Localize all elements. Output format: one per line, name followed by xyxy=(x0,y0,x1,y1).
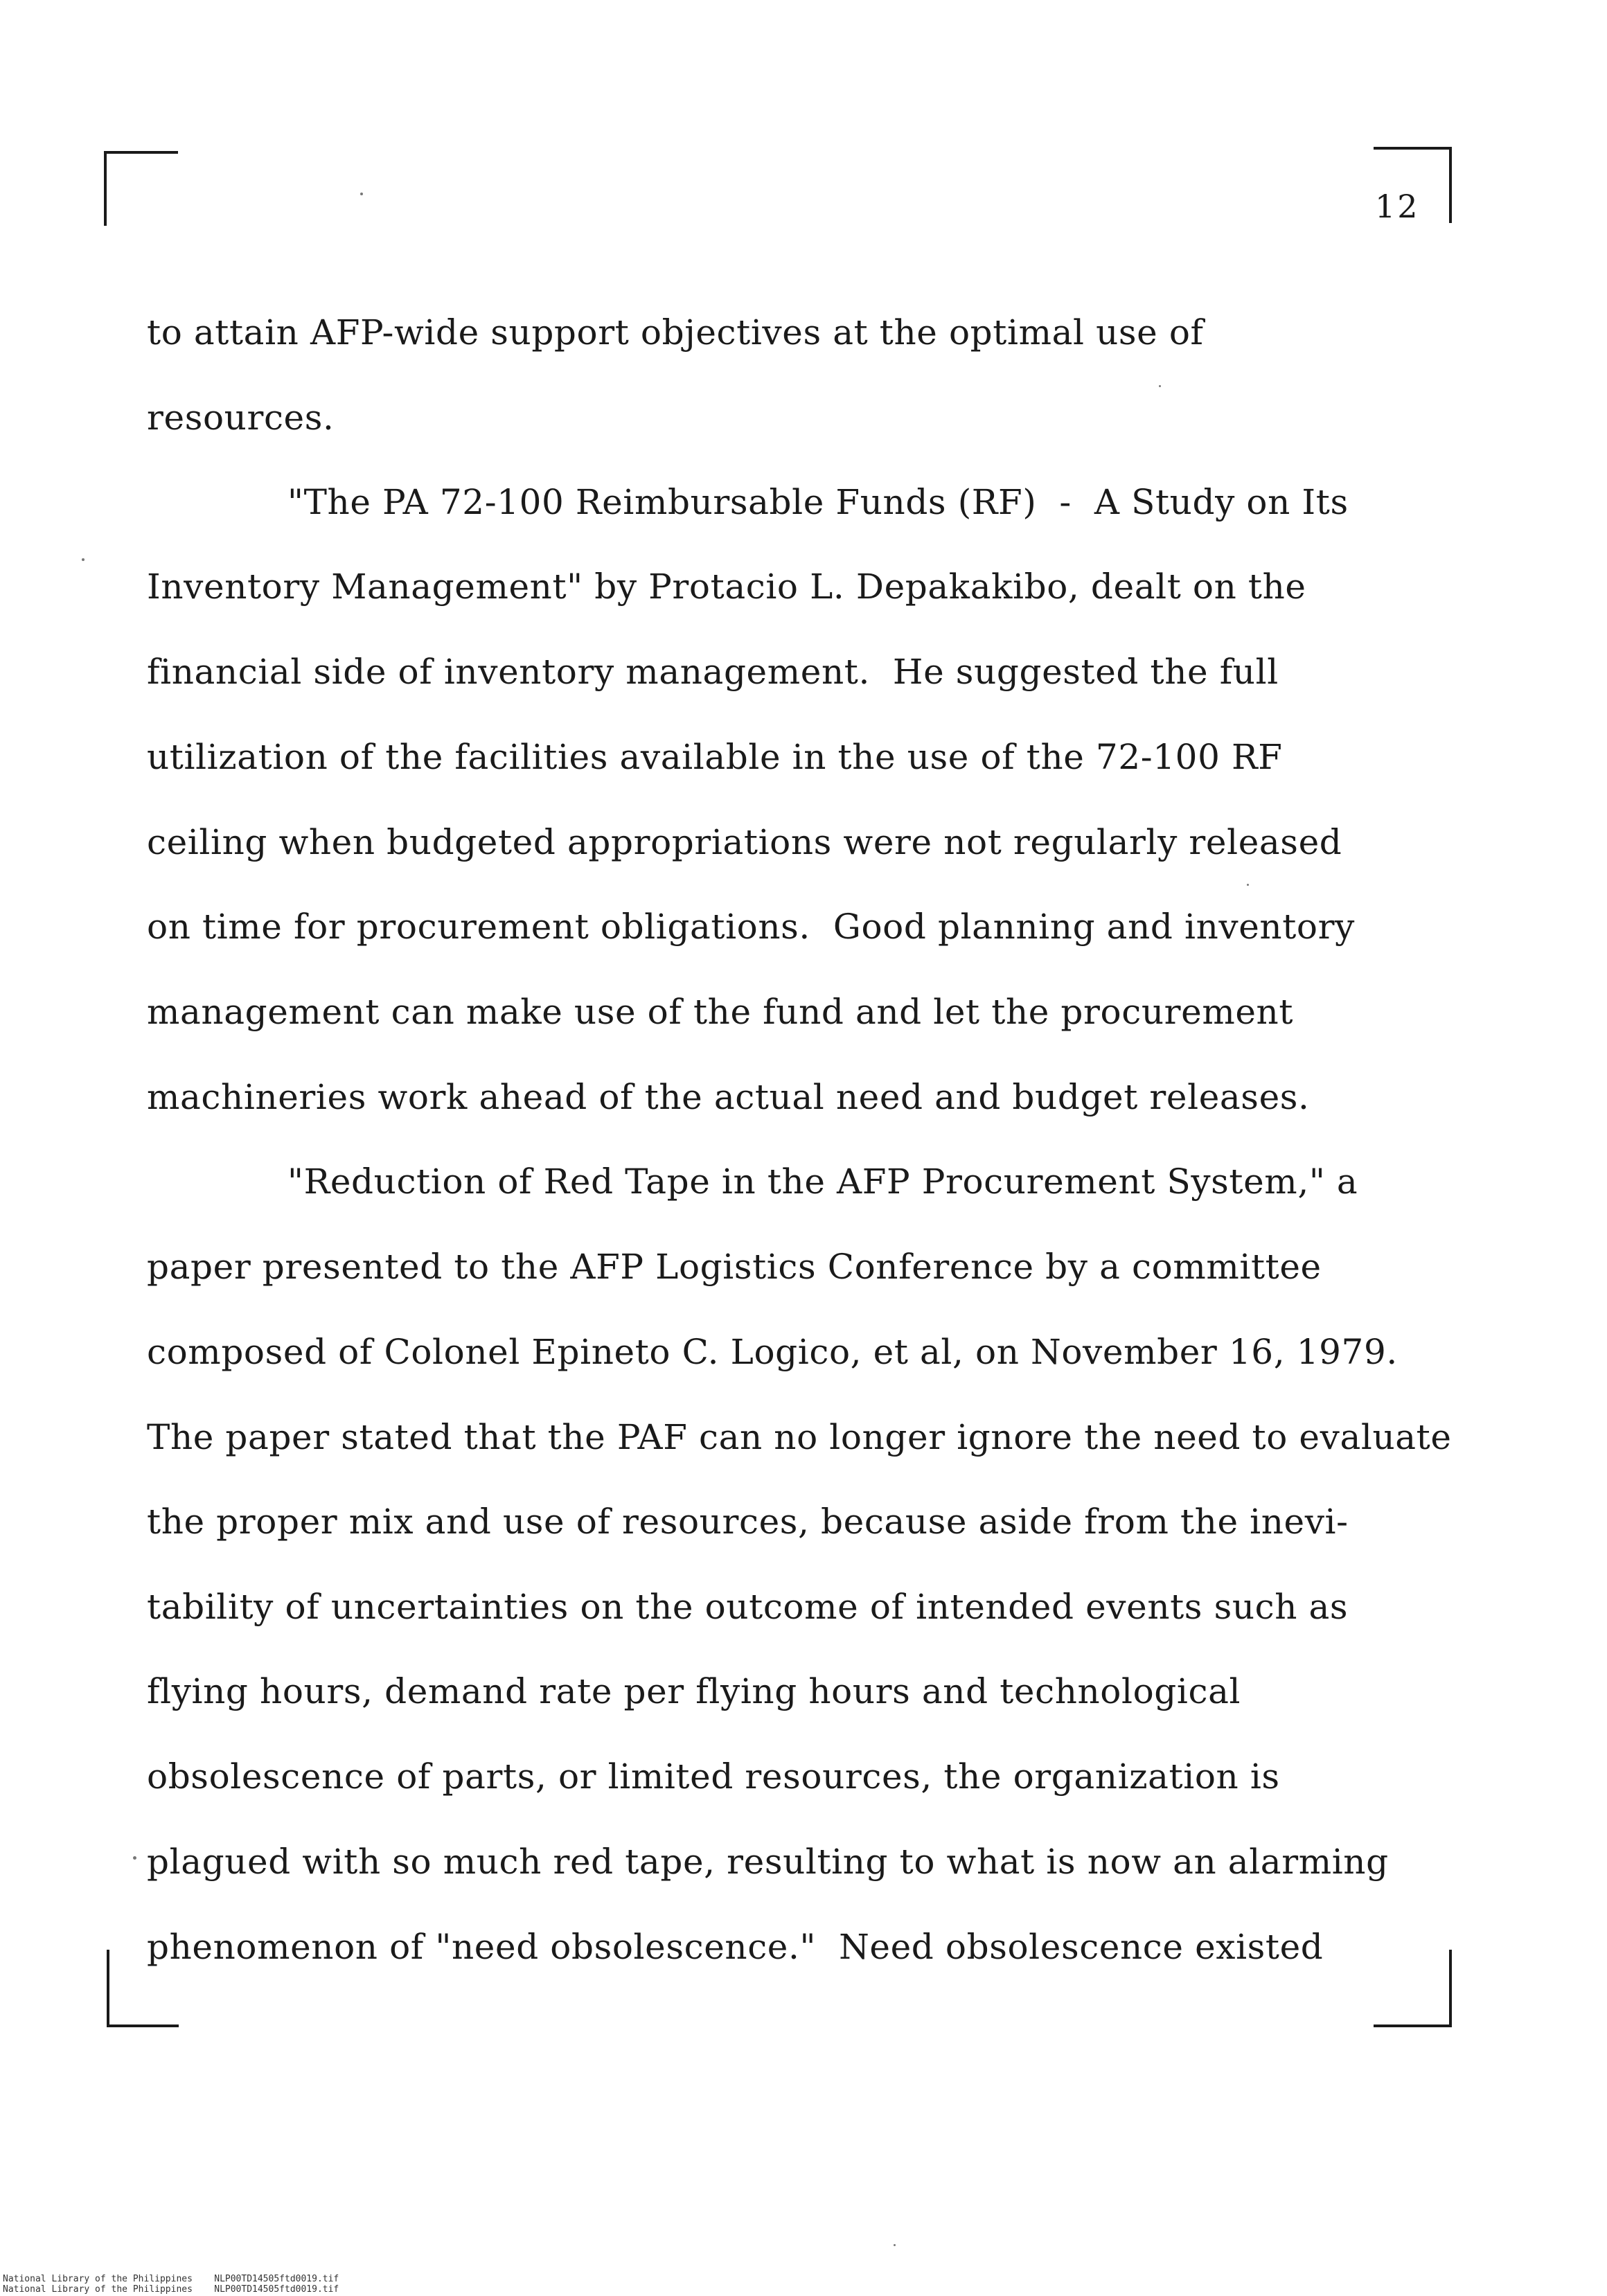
text-line: The paper stated that the PAF can no longer ignore the need to evaluate xyxy=(147,1417,1452,1457)
text-line: ceiling when budgeted appropriations were not regularly released xyxy=(147,822,1342,862)
text-line: flying hours, demand rate per flying hours and technological xyxy=(147,1671,1241,1711)
text-line: obsolescence of parts, or limited resources, the organization is xyxy=(147,1756,1280,1797)
crop-mark-bottom-right-vertical xyxy=(1449,1950,1452,2027)
text-line: plagued with so much red tape, resulting to what is now an alarming xyxy=(147,1842,1389,1882)
crop-mark-top-right-horizontal xyxy=(1374,147,1452,150)
text-line: the proper mix and use of resources, because aside from the inevi- xyxy=(147,1502,1349,1542)
text-line: utilization of the facilities available in the use of the 72-100 RF xyxy=(147,737,1283,777)
text-line: financial side of inventory management. He suggested the full xyxy=(147,652,1279,692)
crop-mark-bottom-right-horizontal xyxy=(1374,2024,1452,2027)
text-line: phenomenon of "need obsolescence." Need obsolescence existed xyxy=(147,1927,1324,1967)
text-line: machineries work ahead of the actual need and budget releases. xyxy=(147,1077,1310,1117)
text-line: paper presented to the AFP Logistics Conference by a committee xyxy=(147,1247,1322,1287)
crop-mark-top-left-vertical xyxy=(104,151,107,226)
page-number: 12 xyxy=(1375,188,1420,225)
text-line: composed of Colonel Epineto C. Logico, et al, on November 16, 1979. xyxy=(147,1332,1398,1372)
crop-mark-bottom-left-vertical xyxy=(107,1950,109,2027)
text-line: to attain AFP-wide support objectives at the optimal use of xyxy=(147,312,1204,353)
scan-speck xyxy=(82,558,85,561)
scan-speck xyxy=(894,2244,896,2246)
crop-mark-top-left-horizontal xyxy=(104,151,178,154)
text-line: "Reduction of Red Tape in the AFP Procurement System," a xyxy=(287,1162,1358,1202)
crop-mark-top-right-vertical xyxy=(1449,147,1452,223)
scan-footer-line: National Library of the Philippines NLP00TD14505ftd0019.tif xyxy=(3,2284,339,2295)
scan-speck xyxy=(360,193,363,195)
text-line: tability of uncertainties on the outcome of intended events such as xyxy=(147,1587,1349,1627)
text-line: management can make use of the fund and let the procurement xyxy=(147,992,1294,1032)
text-line: on time for procurement obligations. Good planning and inventory xyxy=(147,907,1355,947)
scan-footer-line: National Library of the Philippines NLP00TD14505ftd0019.tif xyxy=(3,2274,339,2284)
scan-speck xyxy=(1247,884,1249,886)
text-line: Inventory Management" by Protacio L. Depakakibo, dealt on the xyxy=(147,567,1306,607)
scan-speck xyxy=(133,1856,136,1860)
crop-mark-bottom-left-horizontal xyxy=(107,2024,179,2027)
text-line: resources. xyxy=(147,398,335,438)
scan-speck xyxy=(1159,385,1161,387)
text-line: "The PA 72-100 Reimbursable Funds (RF) - A Study on Its xyxy=(287,482,1349,522)
